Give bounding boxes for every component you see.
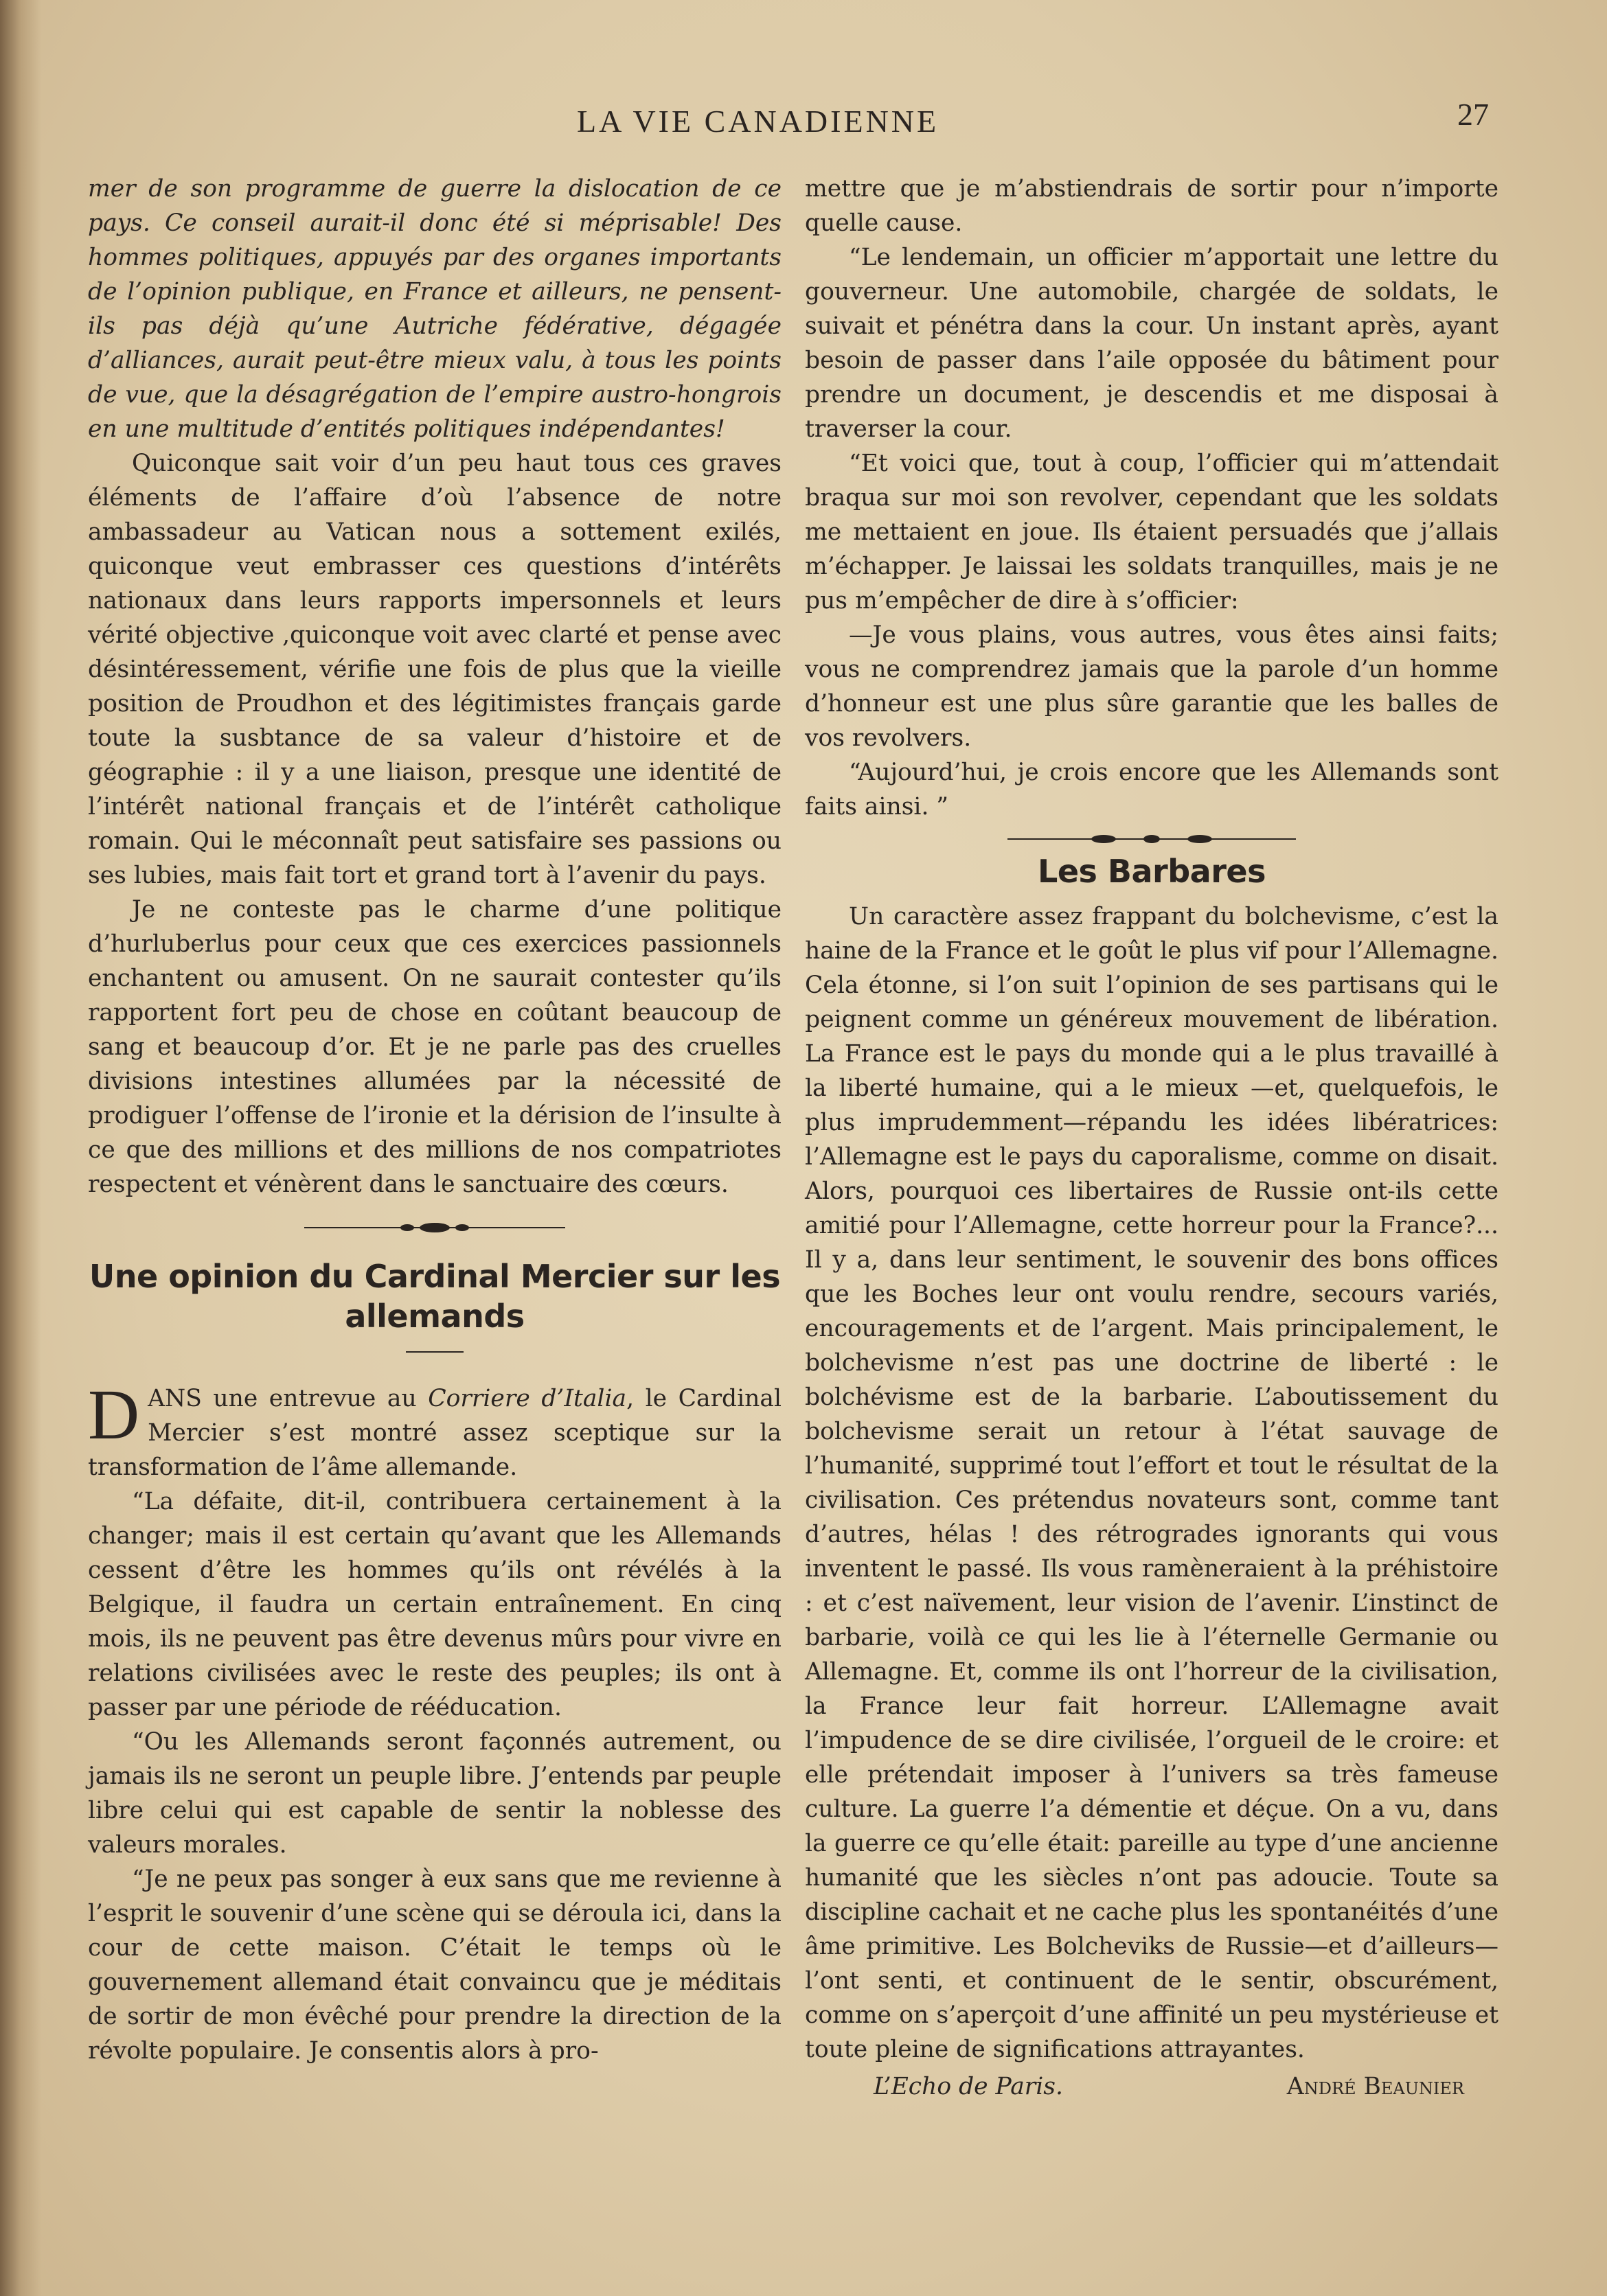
paragraph: “Le lendemain, un officier m’apportait une lettre du gouverneur. Une automobile, chargée de soldats, le suivait et pénétra dans la cour. Un instant après, ayant besoin de passer dans l’aile opposée du bâtiment pour prendre un document, je descendis et me disposai à traverser la cour.: [805, 244, 1498, 443]
page-number: 27: [1457, 97, 1489, 132]
continued-paragraph: mettre que je m’abstiendrais de sortir pour n’importe quelle cause.: [805, 175, 1498, 237]
ornamental-divider: [1007, 831, 1296, 847]
article-title-mercier: Une opinion du Cardinal Mercier sur les allemands: [89, 1258, 781, 1335]
page-edge-shadow: [0, 0, 41, 2296]
drop-cap: D: [88, 1375, 140, 1454]
author-name: André Beaunier: [1286, 2073, 1464, 2100]
paragraph: “Ou les Allemands seront façonnés autrement, ou jamais ils ne seront un peuple libre. J’entends par peuple libre celui qui est capable de sentir la noblesse des valeurs morales.: [88, 1728, 782, 1859]
running-title: LA VIE CANADIENNE: [577, 104, 939, 139]
continued-italic-paragraph: mer de son programme de guerre la dislocation de ce pays. Ce conseil aurait-il donc été si méprisable! Des hommes politiques, appuyés par des organes importants de l’opinion publique, en France et ailleurs, ne pensent-ils pas déjà qu’une Autriche fédérative, dégagée d’alliances, aurait peut-être mieux valu, à tous les points de vue, que la désagrégation de l’empire austro-hongrois en une multitude d’entités politiques indépendantes!: [88, 175, 782, 443]
paragraph: “La défaite, dit-il, contribuera certainement à la changer; mais il est certain qu’avant que les Allemands cessent d’être les hommes qu’ils ont révélés à la Belgique, il faudra un certain entraînement. En cinq mois, ils ne peuvent pas être devenus mûrs pour vivre en relations civilisées avec le reste des peuples; ils ont à passer par une période de rééducation.: [88, 1488, 782, 1721]
paragraph: Je ne conteste pas le charme d’une politique d’hurluberlus pour ceux que ces exercices passionnels enchantent ou amusent. On ne saurait contester qu’ils rapportent fort peu de chose en coûtant beaucoup de sang et beaucoup d’or. Et je ne parle pas des cruelles divisions intestines allumées par la nécessité de prodiguer l’offense de l’ironie et la dérision de l’insulte à ce que des millions et des millions de nos compatriotes respectent et vénèrent dans le sanctuaire des cœurs.: [88, 896, 782, 1198]
ornamental-divider: [304, 1219, 565, 1236]
article-body: Un caractère assez frappant du bolchevisme, c’est la haine de la France et le goût le plus vif pour l’Allemagne. Cela étonne, si l’on suit l’opinion de ses partisans qui le peignent comme un généreux mouvement de libération. La France est le pays du monde qui a le plus travaillé à la liberté humaine, qui a le mieux —et, quelquefois, le plus imprudemment—répandu les idées libératrices: l’Allemagne est le pays du caporalisme, comme on disait. Alors, pourquoi ces libertaires de Russie ont-ils cette amitié pour l’Allemagne, cette horreur pour la France?... Il y a, dans leur sentiment, le souvenir des bons offices que les Boches leur ont voulu rendre, secours variés, encouragements et de l’argent. Mais principalement, le bolchevisme n’est pas une doctrine de liberté : le bolchévisme est de la barbarie. L’aboutissement du bolchevisme serait un retour à l’état sauvage de l’humanité, supprimé tout l’effort et tout le résultat de la civilisation. Ces prétendus novateurs sont, comme tant d’autres, hélas ! des rétrogrades ignorants qui vous inventent le passé. Ils vous ramèneraient à la préhistoire : et c’est naïvement, leur vision de l’avenir. L’instinct de barbarie, voilà ce qui les lie à l’éternelle Germanie ou Allemagne. Et, comme ils ont l’horreur de la civilisation, la France leur fait horreur. L’Allemagne avait l’impudence de se dire civilisée, l’orgueil de le croire: et elle prétendait imposer à l’univers sa très fameuse culture. La guerre l’a démentie et déçue. On a vu, dans la guerre ce qu’elle était: pareille au type d’une ancienne humanité que les siècles n’ont pas adoucie. Toute sa discipline cachait et ne cache plus les spontanéités d’une âme primitive. Les Bolcheviks de Russie—et d’ailleurs—l’ont senti, et continuent de le sentir, obscurément, comme on s’aperçoit d’une affinité un peu mystérieuse et toute pleine de significations attrayantes.: [805, 903, 1498, 2063]
article-first-paragraph: DANS une entrevue au Corriere d’Italia, le Cardinal Mercier s’est montré assez sceptique sur la transformation de l’âme allemande.: [88, 1375, 782, 1481]
paragraph: Quiconque sait voir d’un peu haut tous ces graves éléments de l’affaire d’où l’absence de notre ambassadeur au Vatican nous a sottement exilés, quiconque veut embrasser ces questions d’intérêts nationaux dans leurs rapports impersonnels et leurs vérité objective ,quiconque voit avec clarté et pense avec désintéressement, vérifie une fois de plus que la vieille position de Proudhon et des légitimistes français garde toute la susbtance de sa valeur d’histoire et de géographie : il y a une liaison, presque une identité de l’intérêt national français et de l’intérêt catholique romain. Qui le méconnaît peut satisfaire ses passions ou ses lubies, mais fait tort et grand tort à l’avenir du pays.: [88, 450, 782, 889]
left-column: [88, 172, 782, 2068]
article-signature: [805, 2069, 1498, 2104]
paragraph: “Aujourd’hui, je crois encore que les Allemands sont faits ainsi. ”: [805, 759, 1498, 820]
article-title-barbares: Les Barbares: [1038, 853, 1266, 890]
paragraph: “Et voici que, tout à coup, l’officier qui m’attendait braqua sur moi son revolver, cependant que les soldats me mettaient en joue. Ils étaient persuadés que j’allais m’échapper. Je laissai les soldats tranquilles, mais je ne pus m’empêcher de dire à s’officier:: [805, 450, 1498, 615]
source-credit: L’Echo de Paris.: [874, 2073, 1063, 2100]
newspaper-name: Corriere d’Italia: [428, 1385, 627, 1412]
page-header: [0, 96, 1607, 151]
paragraph: —Je vous plains, vous autres, vous êtes ainsi faits; vous ne comprendrez jamais que la parole d’un homme d’honneur est une plus sûre garantie que les balles de vos revolvers.: [805, 621, 1498, 752]
paragraph: “Je ne peux pas songer à eux sans que me revienne à l’esprit le souvenir d’une scène qui se déroula ici, dans la cour de cette maison. C’était le temps où le gouvernement allemand était convaincu que je méditais de sortir de mon évêché pour prendre la direction de la révolte populaire. Je consentis alors à pro-: [88, 1866, 782, 2065]
right-column: [805, 172, 1498, 2104]
title-rule: [406, 1351, 464, 1353]
